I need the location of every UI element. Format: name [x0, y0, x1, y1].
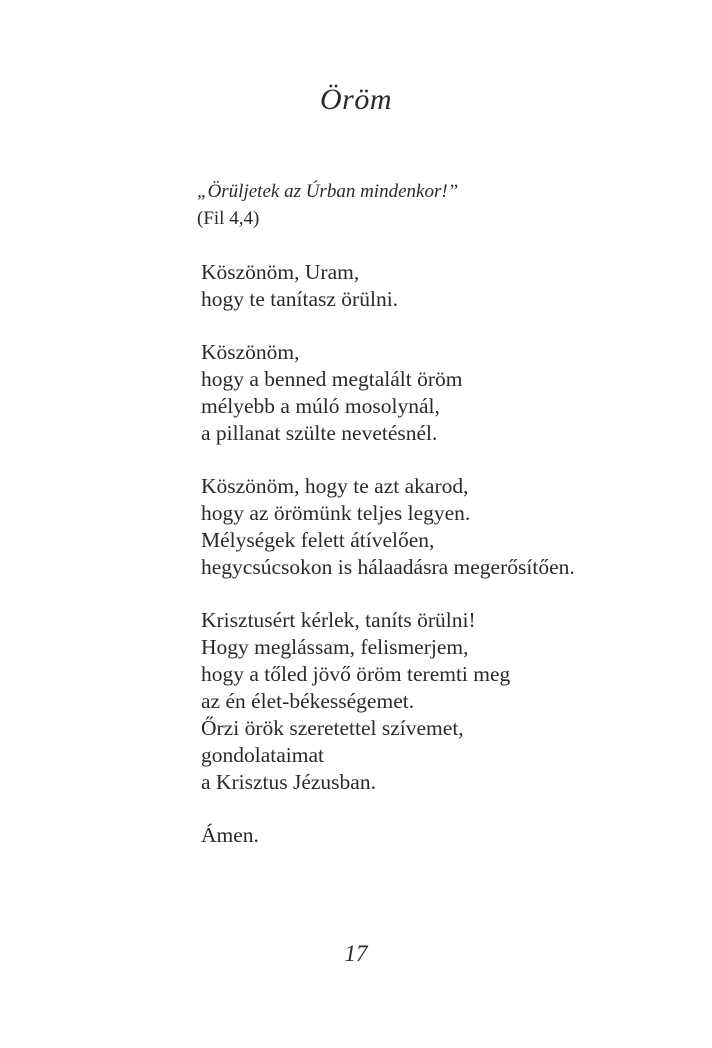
- epigraph-reference: (Fil 4,4): [197, 208, 260, 229]
- poem-line: Őrzi örök szeretettel szívemet,: [201, 716, 464, 740]
- page-number: 17: [344, 941, 368, 966]
- poem-line: Krisztusért kérlek, taníts örülni!: [201, 608, 476, 632]
- epigraph-quote: „Örüljetek az Úrban mindenkor!”: [197, 181, 459, 202]
- poem-line: hogy az örömünk teljes legyen.: [201, 501, 471, 525]
- poem-body: [201, 259, 575, 875]
- poem-title: Öröm: [319, 83, 392, 116]
- poem-line: hogy te tanítasz örülni.: [201, 287, 399, 311]
- stanza-4: [201, 607, 575, 796]
- poem-line: Köszönöm,: [201, 340, 300, 364]
- stanza-1: [201, 259, 575, 313]
- epigraph: [197, 178, 458, 232]
- poem-line: Ámen.: [201, 823, 259, 847]
- poem-line: Hogy meglássam, felismerjem,: [201, 635, 469, 659]
- poem-line: Mélységek felett átívelően,: [201, 528, 435, 552]
- poem-line: Köszönöm, hogy te azt akarod,: [201, 474, 469, 498]
- stanza-5: [201, 822, 575, 849]
- poem-line: hegycsúcsokon is hálaadásra megerősítően.: [201, 555, 575, 579]
- stanza-2: [201, 339, 575, 447]
- poem-line: az én élet-békességemet.: [201, 689, 415, 713]
- poem-line: a Krisztus Jézusban.: [201, 770, 376, 794]
- poem-line: a pillanat szülte nevetésnél.: [201, 421, 438, 445]
- poem-line: gondolataimat: [201, 743, 324, 767]
- stanza-3: [201, 473, 575, 581]
- poem-line: mélyebb a múló mosolynál,: [201, 394, 440, 418]
- poem-line: Köszönöm, Uram,: [201, 260, 360, 284]
- poem-line: hogy a tőled jövő öröm teremti meg: [201, 662, 511, 686]
- poem-line: hogy a benned megtalált öröm: [201, 367, 463, 391]
